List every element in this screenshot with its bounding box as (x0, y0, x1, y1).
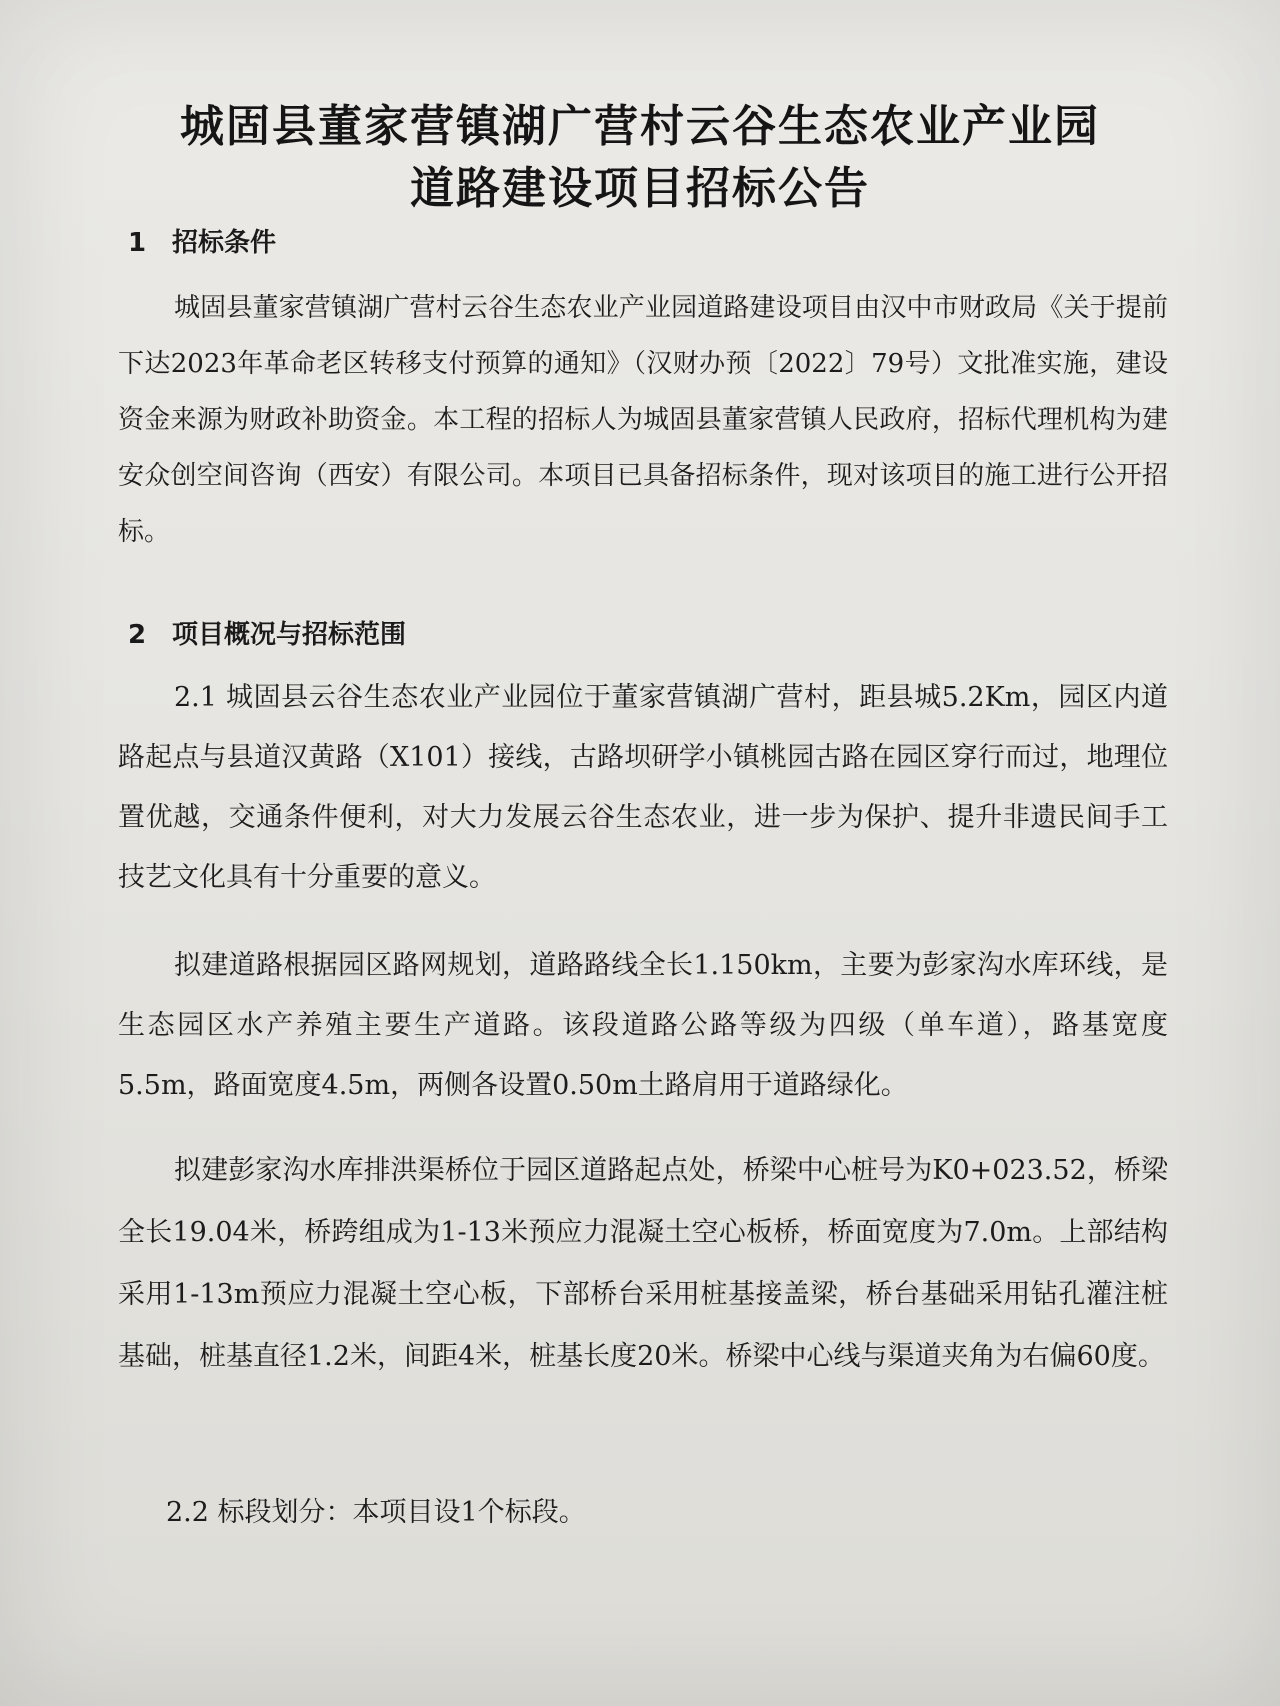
section-2-2-paragraph: 2.2 标段划分：本项目设1个标段。 (166, 1497, 586, 1528)
section-1-paragraph: 城固县董家营镇湖广营村云谷生态农业产业园道路建设项目由汉中市财政局《关于提前下达2023年革命老区转移支付预算的通知》（汉财办预〔2022〕79号）文批准实施，建设资金来源为财政补助资金。本工程的招标人为城固县董家营镇人民政府，招标代理机构为建安众创空间咨询（西安）有限公司。本项目已具备招标条件，现对该项目的施工进行公开招标。 (118, 293, 1168, 547)
section-2-heading (128, 614, 406, 651)
section-1-heading (128, 222, 276, 259)
road-paragraph: 拟建道路根据园区路网规划，道路路线全长1.150km，主要为彭家沟水库环线，是生态园区水产养殖主要生产道路。该段道路公路等级为四级（单车道），路基宽度5.5m，路面宽度4.5m，两侧各设置0.50m土路肩用于道路绿化。 (118, 950, 1168, 1101)
section-1-title: 招标条件 (172, 228, 277, 258)
section-2-number: 2 (128, 620, 147, 650)
section-2-1-paragraph: 2.1 城固县云谷生态农业产业园位于董家营镇湖广营村，距县城5.2Km，园区内道路起点与县道汉黄路（X101）接线，古路坝研学小镇桃园古路在园区穿行而过，地理位置优越，交通条件便利，对大力发展云谷生态农业，进一步为保护、提升非遗民间手工技艺文化具有十分重要的意义。 (118, 682, 1168, 893)
document-title-line1: 城固县董家营镇湖广营村云谷生态农业产业园 (180, 101, 1100, 152)
section-2-title: 项目概况与招标范围 (172, 620, 407, 650)
section-1-number: 1 (128, 228, 147, 258)
bridge-paragraph: 拟建彭家沟水库排洪渠桥位于园区道路起点处，桥梁中心桩号为K0+023.52，桥梁全长19.04米，桥跨组成为1-13米预应力混凝土空心板桥，桥面宽度为7.0m。上部结构采用1-13m预应力混凝土空心板，下部桥台采用桩基接盖梁，桥台基础采用钻孔灌注桩基础，桩基直径1.2米，间距4米，桩基长度20米。桥梁中心线与渠道夹角为右偏60度。 (118, 1155, 1168, 1372)
document-title-line2: 道路建设项目招标公告 (410, 163, 870, 214)
